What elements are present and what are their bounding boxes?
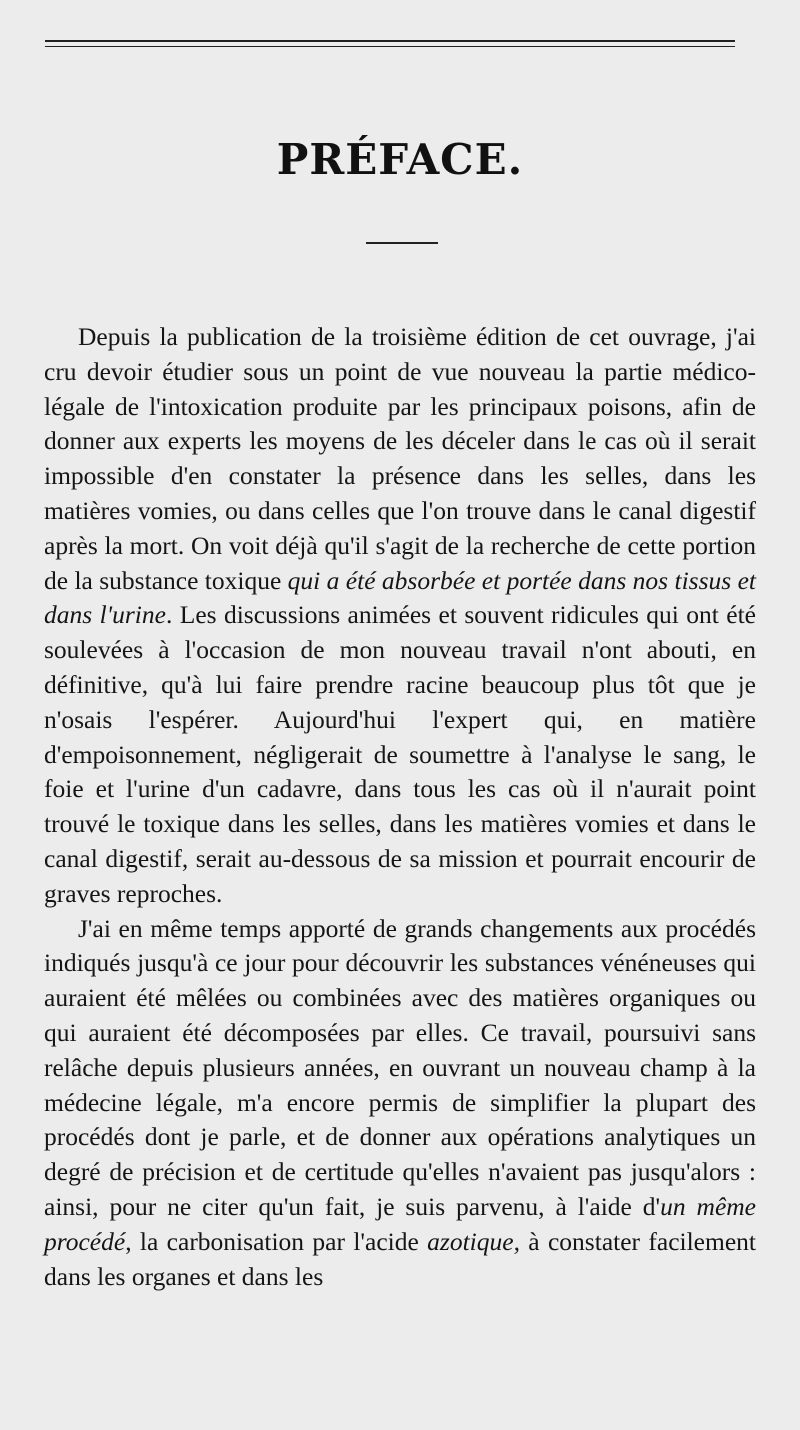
paragraph-2-text-c: , la carbonisation par l'acide xyxy=(125,1226,428,1256)
paragraph-2-italic-2: azotique, xyxy=(427,1226,520,1256)
page-title: PRÉFACE. xyxy=(276,135,524,184)
paragraph-2 xyxy=(44,912,756,1295)
header-rule xyxy=(45,40,735,50)
paragraph-1-text-a: Depuis la publication de la troisième édition de cet ouvrage, j'ai cru devoir étudier sous un point de vue nouveau la partie médico-légale de l'intoxication produite par les principaux poisons, afin de donner aux experts les moyens de les déceler dans le cas où il serait impossible d'en constater la présence dans les selles, dans les matières vomies, ou dans celles que l'on trouve dans le canal digestif après la mort. On voit déjà qu'il s'agit de la recherche de cette portion de la substance toxique xyxy=(44,322,756,595)
body-text xyxy=(44,320,756,1294)
paragraph-1-italic: qui a été absorbée et portée dans nos tissus et dans l'urine xyxy=(44,565,756,630)
paragraph-1-text-c: . Les discussions animées et souvent ridicules qui ont été soulevées à l'occasion de mon nouveau travail n'ont abouti, en définitive, qu'à lui faire prendre racine beaucoup plus tôt que je n'osais l'espérer. Aujourd'hui l'expert qui, en matière d'empoisonnement, négligerait de soumettre à l'analyse le sang, le foie et l'urine d'un cadavre, dans tous les cas où il n'aurait point trouvé le toxique dans les selles, dans les matières vomies et dans le canal digestif, serait au-dessous de sa mission et pourrait encourir de graves reproches. xyxy=(44,600,756,908)
paragraph-2-italic-1: un même procédé xyxy=(44,1191,756,1256)
paragraph-2-text-a: J'ai en même temps apporté de grands changements aux procédés indiqués jusqu'à ce jour pour découvrir les substances vénéneuses qui auraient été mêlées ou combinées avec des matières organiques ou qui auraient été décomposées par elles. Ce travail, poursuivi sans relâche depuis plusieurs années, en ouvrant un nouveau champ à la médecine légale, m'a encore permis de simplifier la plupart des procédés dont je parle, et de donner aux opérations analytiques un degré de précision et de certitude qu'elles n'avaient pas jusqu'alors : ainsi, pour ne citer qu'un fait, je suis parvenu, à l'aide d' xyxy=(44,913,756,1221)
paragraph-1 xyxy=(44,320,756,912)
paragraph-2-text-e: à constater facilement dans les organes et dans les xyxy=(44,1226,756,1291)
title-underline xyxy=(366,242,438,244)
